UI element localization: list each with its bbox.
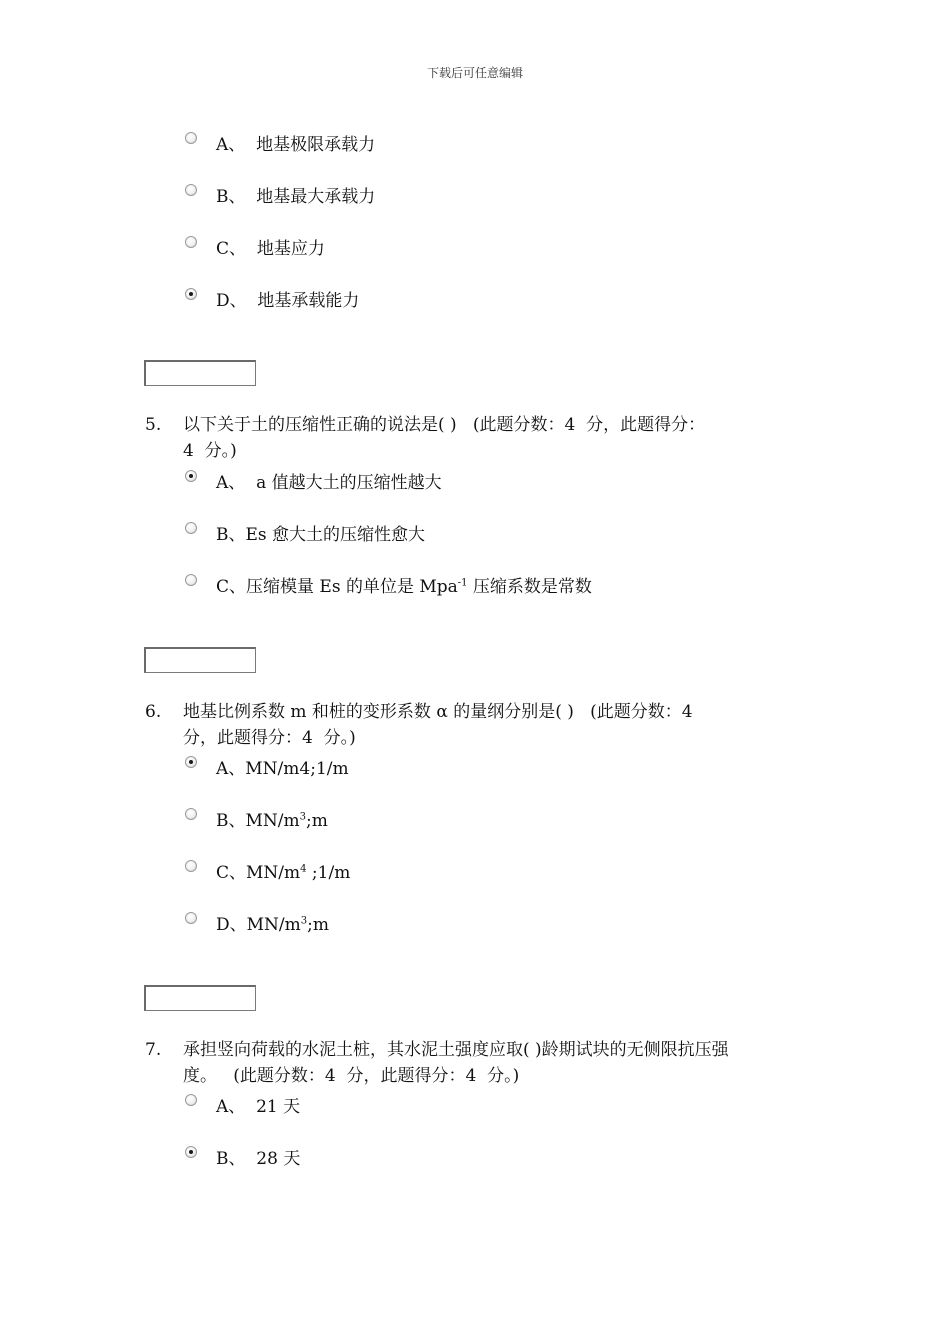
q6-option-d-text: D、MN/m <box>216 915 301 935</box>
radio-q4-option-b[interactable] <box>185 184 197 196</box>
radio-q6-option-b[interactable] <box>185 808 197 820</box>
q6-option-d-label <box>216 914 329 936</box>
answer-input-q5[interactable] <box>144 647 256 673</box>
radio-q6-option-d[interactable] <box>185 912 197 924</box>
question-7-text-line1: 承担竖向荷载的水泥土桩，其水泥土强度应取( )龄期试块的无侧限抗压强 <box>183 1040 729 1060</box>
q6-option-b-superscript: 3 <box>299 811 306 823</box>
question-6-number: 6. <box>145 702 162 722</box>
q4-option-a-label: A、 地基极限承载力 <box>216 135 376 155</box>
q6-option-b-text-suffix: ;m <box>306 811 328 831</box>
question-5-number: 5. <box>145 415 162 435</box>
question-6-text-line1: 地基比例系数 m 和桩的变形系数 α 的量纲分别是( ) (此题分数：4 <box>183 702 693 722</box>
answer-input-q6[interactable] <box>144 985 256 1011</box>
q7-option-a-label: A、 21 天 <box>216 1097 301 1117</box>
radio-q5-option-a[interactable] <box>185 470 197 482</box>
radio-q5-option-b[interactable] <box>185 522 197 534</box>
q6-option-d-superscript: 3 <box>300 915 308 927</box>
radio-q6-option-c[interactable] <box>185 860 197 872</box>
radio-selected-dot <box>189 1150 193 1154</box>
q6-option-c-text-suffix: ;1/m <box>306 863 351 883</box>
radio-q6-option-a[interactable] <box>185 756 197 768</box>
radio-selected-dot <box>189 292 193 296</box>
radio-q7-option-a[interactable] <box>185 1094 197 1106</box>
q5-option-a-label: A、 a 值越大土的压缩性越大 <box>216 473 442 493</box>
radio-q7-option-b[interactable] <box>185 1146 197 1158</box>
question-7-number: 7. <box>145 1040 162 1060</box>
question-5-text-line1: 以下关于土的压缩性正确的说法是( ) (此题分数：4 分，此题得分： <box>183 415 706 435</box>
radio-q4-option-a[interactable] <box>185 132 197 144</box>
q7-option-b-label: B、 28 天 <box>216 1149 301 1169</box>
radio-q4-option-c[interactable] <box>185 236 197 248</box>
question-7-text-line2: 度。 (此题分数：4 分，此题得分：4 分。) <box>183 1066 520 1086</box>
question-5-text-line2: 4 分。) <box>183 441 237 461</box>
radio-q5-option-c[interactable] <box>185 574 197 586</box>
q6-option-c-text: C、MN/m <box>216 863 301 883</box>
q6-option-b-text: B、MN/m <box>216 811 300 831</box>
q6-option-c-label <box>216 862 350 884</box>
q6-option-a-label: A、MN/m4;1/m <box>216 759 349 779</box>
q5-option-c-text: C、压缩模量 Es 的单位是 Mpa <box>216 577 458 597</box>
q4-option-d-label: D、 地基承载能力 <box>216 291 360 311</box>
q4-option-b-label: B、 地基最大承载力 <box>216 187 376 207</box>
answer-input-q4[interactable] <box>144 360 256 386</box>
radio-selected-dot <box>189 474 193 478</box>
q6-option-b-label <box>216 810 328 832</box>
q5-option-c-superscript: -1 <box>457 577 468 589</box>
radio-selected-dot <box>189 760 193 764</box>
q4-option-c-label: C、 地基应力 <box>216 239 325 259</box>
radio-q4-option-d[interactable] <box>185 288 197 300</box>
q6-option-d-text-suffix: ;m <box>307 915 329 935</box>
question-6-text-line2: 分，此题得分：4 分。) <box>183 728 356 748</box>
q6-option-c-superscript: 4 <box>300 863 307 875</box>
q5-option-c-label <box>216 576 592 598</box>
page-header-watermark: 下载后可任意编辑 <box>426 66 523 80</box>
q5-option-b-label: B、Es 愈大土的压缩性愈大 <box>216 525 426 545</box>
q5-option-c-text-suffix: 压缩系数是常数 <box>467 577 592 597</box>
